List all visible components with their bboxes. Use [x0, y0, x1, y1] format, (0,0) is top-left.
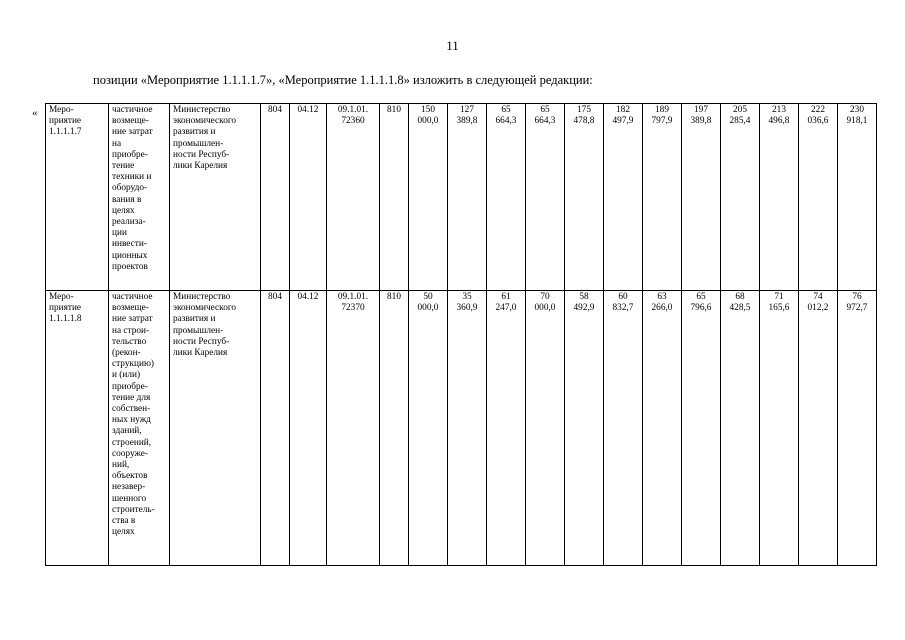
- value-cell: 50 000,0: [409, 291, 448, 566]
- intro-text: позиции «Мероприятие 1.1.1.1.7», «Мероприятие 1.1.1.1.8» изложить в следующей редакции:: [93, 73, 593, 87]
- description-cell: частичное возмеще- ние затрат на приобре- тение техники и оборудо- вания в целях реализа- ции инвести- ционных проектов: [109, 104, 170, 291]
- value-cell: 230 918,1: [838, 104, 877, 291]
- grbs-cell: 804: [261, 104, 290, 291]
- opening-quote-mark: «: [32, 107, 38, 119]
- value-cell: 58 492,9: [565, 291, 604, 566]
- table-row: [46, 104, 877, 291]
- value-cell: 63 266,0: [643, 291, 682, 566]
- value-cell: 71 165,6: [760, 291, 799, 566]
- value-cell: 76 972,7: [838, 291, 877, 566]
- description-cell: частичное возмеще- ние затрат на строи- тельство (рекон- струкцию) и (или) приобре- тение для собствен- ных нужд зданий, строений, сооруже- ний, объектов незавер- шенного строитель- ства в целях: [109, 291, 170, 566]
- ministry-cell: Министерство экономического развития и промышлен- ности Респуб- лики Карелия: [170, 291, 261, 566]
- ministry-cell: Министерство экономического развития и промышлен- ности Респуб- лики Карелия: [170, 104, 261, 291]
- page-number: 11: [446, 38, 459, 53]
- value-cell: 189 797,9: [643, 104, 682, 291]
- value-cell: 35 360,9: [448, 291, 487, 566]
- vr-cell: 810: [380, 104, 409, 291]
- event-cell: Меро- приятие 1.1.1.1.7: [46, 104, 109, 291]
- value-cell: 74 012,2: [799, 291, 838, 566]
- value-cell: 205 285,4: [721, 104, 760, 291]
- value-cell: 127 389,8: [448, 104, 487, 291]
- value-cell: 213 496,8: [760, 104, 799, 291]
- value-cell: 197 389,8: [682, 104, 721, 291]
- value-cell: 60 832,7: [604, 291, 643, 566]
- rzpr-cell: 04.12: [290, 291, 327, 566]
- csr-cell: 09.1.01. 72360: [327, 104, 380, 291]
- rzpr-cell: 04.12: [290, 104, 327, 291]
- value-cell: 182 497,9: [604, 104, 643, 291]
- value-cell: 70 000,0: [526, 291, 565, 566]
- value-cell: 175 478,8: [565, 104, 604, 291]
- value-cell: 68 428,5: [721, 291, 760, 566]
- budget-table: [45, 103, 877, 566]
- vr-cell: 810: [380, 291, 409, 566]
- table-row: [46, 291, 877, 566]
- grbs-cell: 804: [261, 291, 290, 566]
- value-cell: 65 796,6: [682, 291, 721, 566]
- value-cell: 61 247,0: [487, 291, 526, 566]
- value-cell: 150 000,0: [409, 104, 448, 291]
- value-cell: 65 664,3: [487, 104, 526, 291]
- csr-cell: 09.1.01. 72370: [327, 291, 380, 566]
- value-cell: 222 036,6: [799, 104, 838, 291]
- value-cell: 65 664,3: [526, 104, 565, 291]
- event-cell: Меро- приятие 1.1.1.1.8: [46, 291, 109, 566]
